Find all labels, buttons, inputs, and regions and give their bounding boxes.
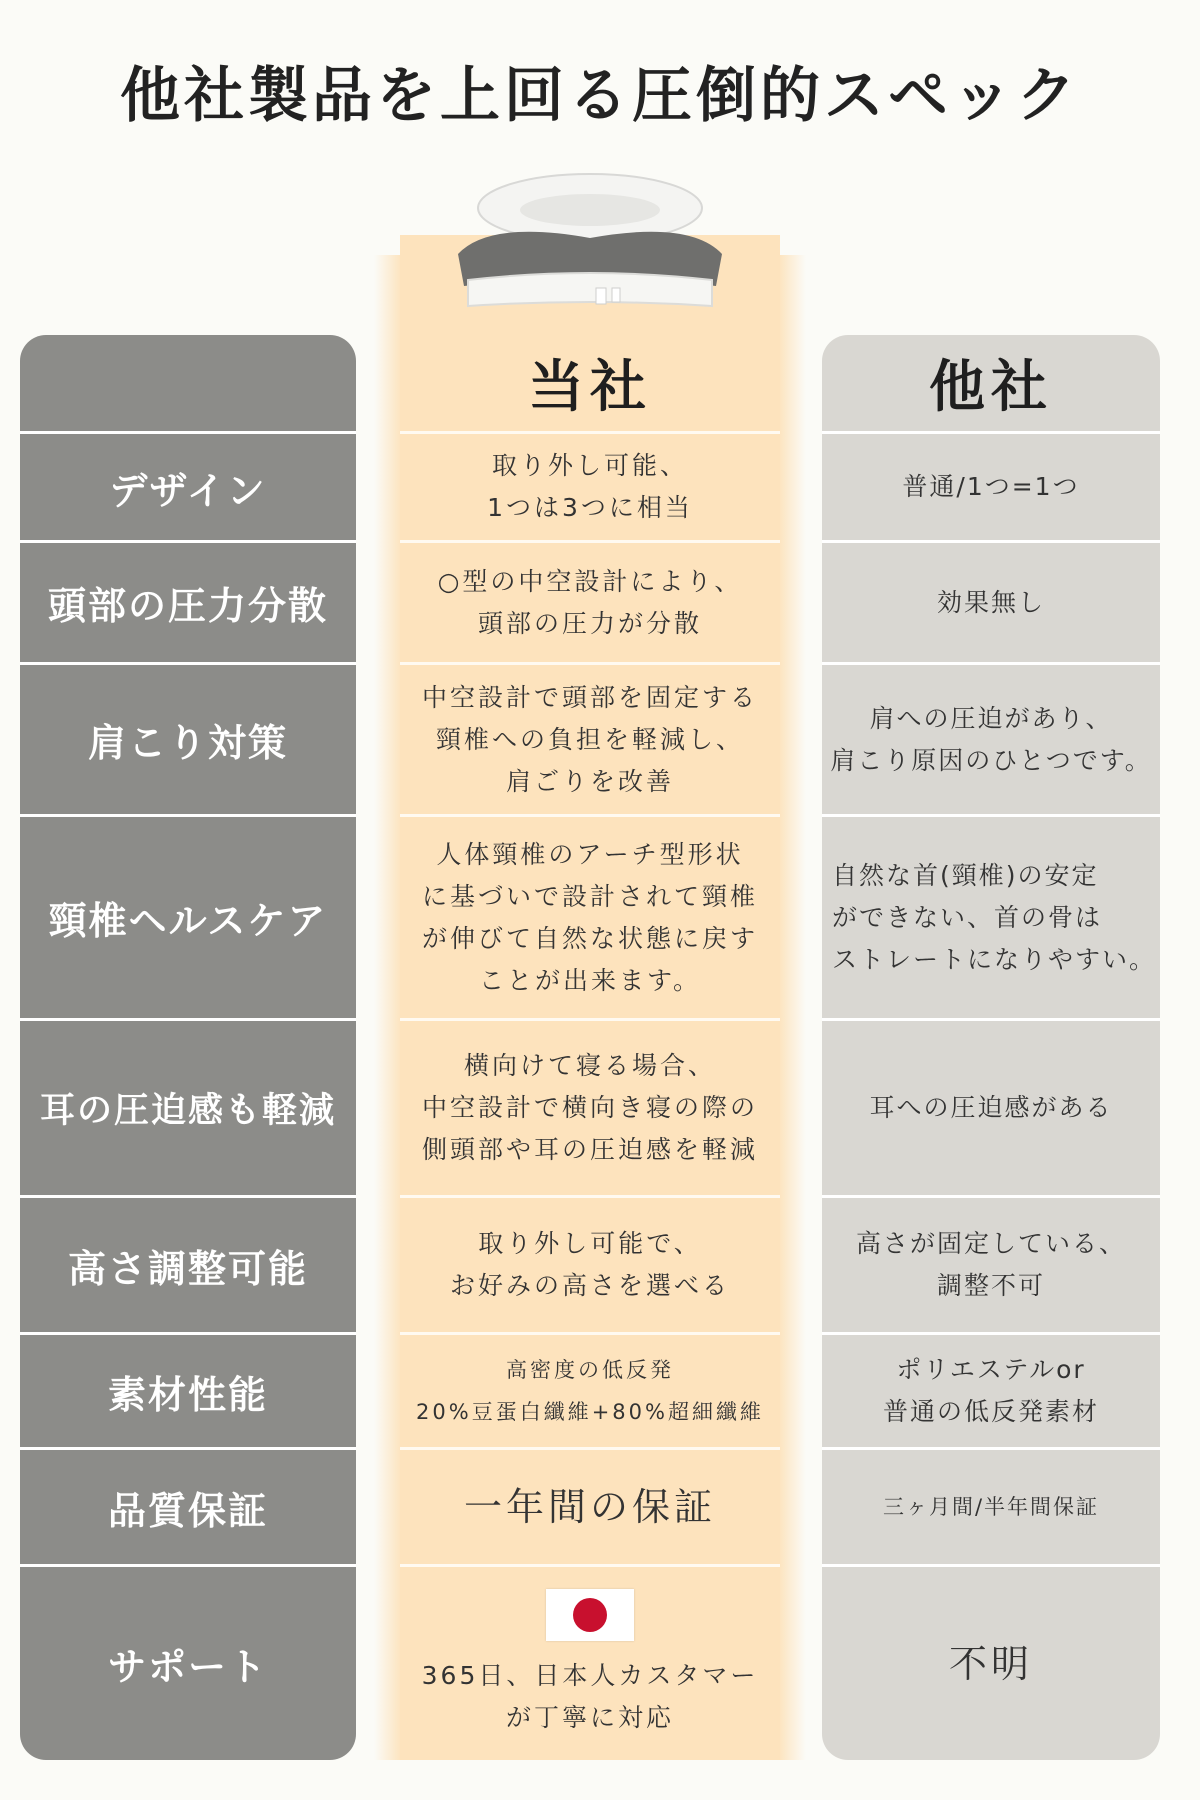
theirs-value: 耳への圧迫感がある bbox=[869, 1093, 1113, 1122]
support-content bbox=[422, 1589, 759, 1739]
theirs-value: 自然な首(頸椎)の安定 ができない、首の骨は ストレートになりやすい。 bbox=[832, 860, 1157, 974]
table-row bbox=[20, 1195, 1160, 1332]
ours-value: 中空設計で頭部を固定する 頸椎への負担を軽減し、 肩ごりを改善 bbox=[421, 682, 758, 796]
row-label: 耳の圧迫感も軽減 bbox=[39, 1091, 336, 1131]
table-row bbox=[20, 1018, 1160, 1195]
theirs-value: 効果無し bbox=[936, 587, 1045, 617]
theirs-value: 肩への圧迫があり、 肩こり原因のひとつです。 bbox=[830, 703, 1152, 775]
page-title: 他社製品を上回る圧倒的スペック bbox=[120, 61, 1080, 131]
theirs-value: 不明 bbox=[948, 1641, 1033, 1686]
row-label: サポート bbox=[107, 1645, 268, 1689]
theirs-value: ポリエステルor 普通の低反発素材 bbox=[882, 1355, 1099, 1426]
japan-flag-icon bbox=[546, 1589, 634, 1641]
ours-value: 一年間の保証 bbox=[463, 1485, 716, 1529]
ours-value: 取り外し可能で、 お好みの高さを選べる bbox=[449, 1229, 730, 1300]
ours-value: 取り外し可能、 1つは3つに相当 bbox=[487, 451, 693, 522]
pillow-image bbox=[450, 168, 730, 318]
ours-value: 高密度の低反発 20%豆蛋白纖維+80%超細纖維 bbox=[416, 1358, 764, 1424]
row-label: 高さ調整可能 bbox=[67, 1246, 308, 1291]
ours-support-cell bbox=[400, 1567, 780, 1760]
table-row bbox=[20, 1447, 1160, 1564]
row-label: 肩こり対策 bbox=[87, 721, 288, 765]
table-row bbox=[20, 540, 1160, 662]
row-label: 頸椎ヘルスケア bbox=[48, 899, 328, 943]
table-row bbox=[20, 1564, 1160, 1760]
table-row bbox=[20, 814, 1160, 1018]
row-label: 頭部の圧力分散 bbox=[47, 584, 328, 628]
theirs-value: 三ヶ月間/半年間保証 bbox=[882, 1495, 1100, 1519]
header-theirs: 他社 bbox=[929, 355, 1053, 420]
ours-value: ○型の中空設計により、 頭部の圧力が分散 bbox=[437, 566, 743, 638]
row-label: 品質保証 bbox=[107, 1488, 268, 1533]
ours-value: 人体頸椎のアーチ型形状 に基づいで設計されて頸椎 が伸びて自然な状態に戻す ことが出来ます。 bbox=[421, 839, 758, 995]
table-row bbox=[20, 662, 1160, 814]
ours-value: 横向けて寝る場合、 中空設計で横向き寝の際の 側頭部や耳の圧迫感を軽減 bbox=[421, 1051, 758, 1164]
table-row bbox=[20, 431, 1160, 540]
row-label: デザイン bbox=[109, 468, 267, 513]
theirs-value: 高さが固定している、 調整不可 bbox=[855, 1229, 1126, 1300]
row-label: 素材性能 bbox=[107, 1372, 268, 1417]
theirs-value: 普通/1つ=1つ bbox=[902, 472, 1080, 501]
flag-red-disc bbox=[573, 1598, 607, 1632]
header-ours: 当社 bbox=[528, 355, 652, 420]
table-row bbox=[20, 1332, 1160, 1447]
ours-value: 365日、日本人カスタマー が丁寧に対応 bbox=[421, 1660, 759, 1732]
